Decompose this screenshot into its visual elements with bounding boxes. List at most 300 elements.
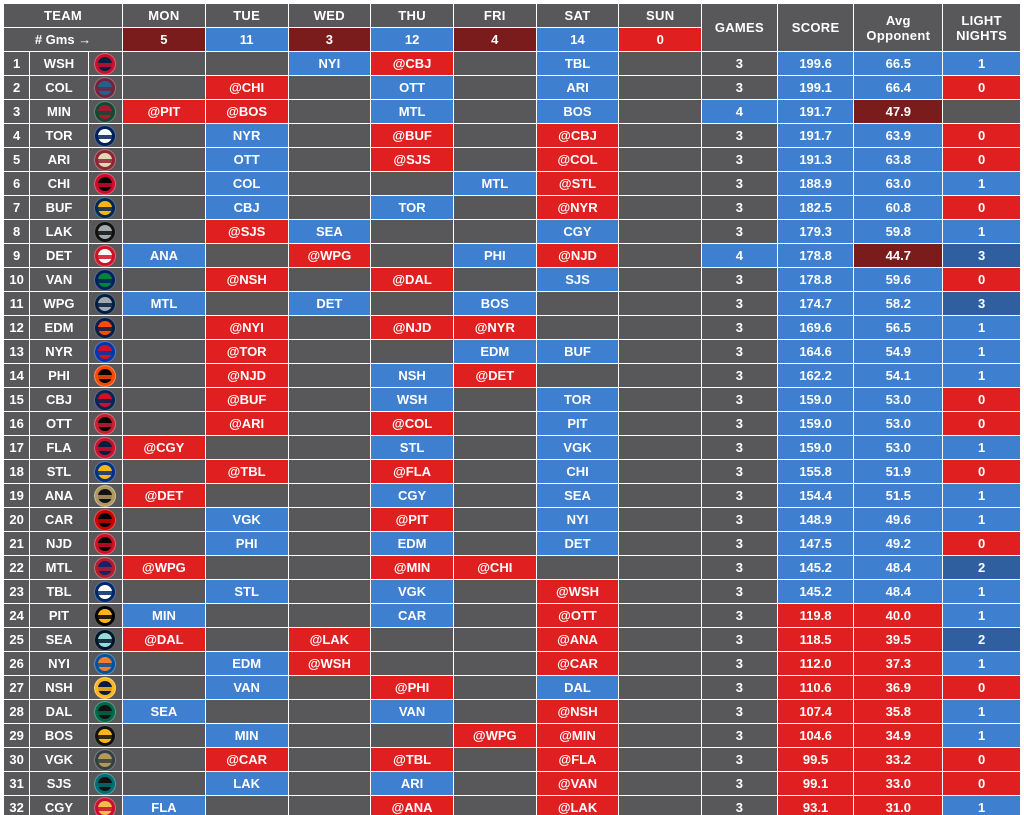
row-light-nights (943, 100, 1021, 124)
table-row (4, 100, 1021, 124)
schedule-cell: VGK (205, 508, 288, 532)
row-light-nights: 1 (943, 604, 1021, 628)
row-team-abbrev: LAK (30, 220, 89, 244)
row-team-abbrev: WSH (30, 52, 89, 76)
row-light-nights: 1 (943, 652, 1021, 676)
schedule-cell (288, 700, 371, 724)
table-row (4, 460, 1021, 484)
row-light-nights: 0 (943, 412, 1021, 436)
schedule-cell: TOR (371, 196, 454, 220)
schedule-cell (123, 388, 206, 412)
schedule-cell (453, 196, 536, 220)
row-rank: 29 (4, 724, 30, 748)
header-light-line1: LIGHT (961, 12, 1002, 28)
schedule-cell: NYR (205, 124, 288, 148)
schedule-cell: COL (205, 172, 288, 196)
schedule-cell (205, 52, 288, 76)
table-row (4, 796, 1021, 815)
row-light-nights: 0 (943, 772, 1021, 796)
schedule-cell (205, 244, 288, 268)
team-logo-icon (88, 148, 122, 172)
team-logo-icon (88, 172, 122, 196)
schedule-cell: @CGY (123, 436, 206, 460)
schedule-cell (619, 76, 702, 100)
row-games-count: 3 (702, 340, 778, 364)
row-team-abbrev: VAN (30, 268, 89, 292)
schedule-cell: @CBJ (371, 52, 454, 76)
schedule-cell (123, 124, 206, 148)
schedule-cell: @DET (123, 484, 206, 508)
row-rank: 13 (4, 340, 30, 364)
schedule-cell (619, 484, 702, 508)
schedule-cell: @LAK (288, 628, 371, 652)
row-light-nights: 0 (943, 148, 1021, 172)
row-rank: 31 (4, 772, 30, 796)
team-logo-icon (88, 244, 122, 268)
schedule-cell: @ANA (536, 628, 619, 652)
schedule-cell (371, 244, 454, 268)
schedule-cell (619, 556, 702, 580)
row-avg-opponent: 60.8 (854, 196, 943, 220)
row-avg-opponent: 47.9 (854, 100, 943, 124)
row-avg-opponent: 53.0 (854, 412, 943, 436)
schedule-cell (619, 532, 702, 556)
table-row (4, 316, 1021, 340)
schedule-cell (123, 172, 206, 196)
table-row (4, 556, 1021, 580)
schedule-cell (619, 124, 702, 148)
schedule-cell (288, 412, 371, 436)
schedule-cell (619, 796, 702, 815)
header-day-tue: TUE (205, 4, 288, 28)
schedule-cell (619, 772, 702, 796)
row-team-abbrev: ANA (30, 484, 89, 508)
schedule-cell (619, 316, 702, 340)
team-logo-icon (88, 268, 122, 292)
table-row (4, 676, 1021, 700)
table-row (4, 52, 1021, 76)
row-rank: 24 (4, 604, 30, 628)
team-logo-icon (88, 604, 122, 628)
schedule-cell: VGK (536, 436, 619, 460)
row-team-abbrev: NSH (30, 676, 89, 700)
schedule-cell (453, 628, 536, 652)
row-team-abbrev: CHI (30, 172, 89, 196)
row-games-count: 3 (702, 556, 778, 580)
games-count-tue: 11 (205, 28, 288, 52)
schedule-cell: @DET (453, 364, 536, 388)
schedule-cell (288, 340, 371, 364)
header-day-thu: THU (371, 4, 454, 28)
table-row (4, 508, 1021, 532)
schedule-cell (536, 556, 619, 580)
row-team-abbrev: NJD (30, 532, 89, 556)
row-light-nights: 1 (943, 340, 1021, 364)
schedule-cell (453, 436, 536, 460)
schedule-cell (205, 628, 288, 652)
schedule-cell: MTL (371, 100, 454, 124)
schedule-cell: @NYR (536, 196, 619, 220)
row-games-count: 3 (702, 364, 778, 388)
row-team-abbrev: DAL (30, 700, 89, 724)
row-score: 191.3 (777, 148, 854, 172)
table-row (4, 772, 1021, 796)
team-logo-icon (88, 484, 122, 508)
row-games-count: 3 (702, 508, 778, 532)
row-score: 191.7 (777, 124, 854, 148)
schedule-cell (619, 412, 702, 436)
row-rank: 14 (4, 364, 30, 388)
header-day-fri: FRI (453, 4, 536, 28)
row-team-abbrev: SJS (30, 772, 89, 796)
table-row (4, 700, 1021, 724)
schedule-cell (453, 508, 536, 532)
header-team: TEAM (4, 4, 123, 28)
row-team-abbrev: ARI (30, 148, 89, 172)
schedule-cell (123, 652, 206, 676)
row-avg-opponent: 66.4 (854, 76, 943, 100)
schedule-cell (288, 580, 371, 604)
row-rank: 2 (4, 76, 30, 100)
team-logo-icon (88, 796, 122, 815)
schedule-cell (619, 220, 702, 244)
row-light-nights: 2 (943, 628, 1021, 652)
row-score: 178.8 (777, 268, 854, 292)
row-light-nights: 0 (943, 748, 1021, 772)
table-row (4, 244, 1021, 268)
schedule-cell: DET (288, 292, 371, 316)
schedule-cell (288, 508, 371, 532)
row-score: 99.1 (777, 772, 854, 796)
schedule-cell: MIN (123, 604, 206, 628)
schedule-cell (123, 460, 206, 484)
row-games-count: 3 (702, 604, 778, 628)
row-light-nights: 1 (943, 484, 1021, 508)
row-avg-opponent: 51.5 (854, 484, 943, 508)
schedule-cell (619, 724, 702, 748)
row-games-count: 3 (702, 316, 778, 340)
schedule-cell (619, 652, 702, 676)
row-avg-opponent: 51.9 (854, 460, 943, 484)
row-avg-opponent: 39.5 (854, 628, 943, 652)
schedule-cell: @NYI (205, 316, 288, 340)
schedule-cell (453, 268, 536, 292)
row-rank: 8 (4, 220, 30, 244)
schedule-cell: @DAL (123, 628, 206, 652)
row-score: 188.9 (777, 172, 854, 196)
row-rank: 20 (4, 508, 30, 532)
row-avg-opponent: 53.0 (854, 436, 943, 460)
schedule-cell (288, 748, 371, 772)
schedule-cell (619, 52, 702, 76)
schedule-cell (288, 388, 371, 412)
schedule-cell: @CAR (536, 652, 619, 676)
team-logo-icon (88, 412, 122, 436)
row-light-nights: 1 (943, 580, 1021, 604)
schedule-cell (288, 316, 371, 340)
row-team-abbrev: TBL (30, 580, 89, 604)
team-logo-icon (88, 340, 122, 364)
row-score: 119.8 (777, 604, 854, 628)
row-games-count: 3 (702, 532, 778, 556)
row-light-nights: 0 (943, 388, 1021, 412)
row-score: 93.1 (777, 796, 854, 815)
schedule-cell (123, 76, 206, 100)
row-avg-opponent: 59.8 (854, 220, 943, 244)
schedule-cell (288, 724, 371, 748)
team-logo-icon (88, 724, 122, 748)
header-score: SCORE (777, 4, 854, 52)
schedule-cell: DAL (536, 676, 619, 700)
row-rank: 30 (4, 748, 30, 772)
row-games-count: 3 (702, 652, 778, 676)
schedule-cell (536, 316, 619, 340)
schedule-cell: @OTT (536, 604, 619, 628)
schedule-cell: @CBJ (536, 124, 619, 148)
schedule-cell: @TBL (371, 748, 454, 772)
schedule-cell: TBL (536, 52, 619, 76)
schedule-cell (288, 268, 371, 292)
schedule-cell: @CHI (205, 76, 288, 100)
table-row (4, 652, 1021, 676)
header-day-sat: SAT (536, 4, 619, 28)
schedule-cell (619, 148, 702, 172)
row-team-abbrev: STL (30, 460, 89, 484)
row-score: 145.2 (777, 556, 854, 580)
schedule-cell (123, 268, 206, 292)
schedule-cell: VAN (205, 676, 288, 700)
schedule-cell (123, 748, 206, 772)
table-row (4, 76, 1021, 100)
schedule-cell: SJS (536, 268, 619, 292)
team-logo-icon (88, 76, 122, 100)
schedule-cell (123, 52, 206, 76)
row-avg-opponent: 58.2 (854, 292, 943, 316)
row-rank: 9 (4, 244, 30, 268)
schedule-cell: SEA (288, 220, 371, 244)
table-row (4, 724, 1021, 748)
row-team-abbrev: VGK (30, 748, 89, 772)
schedule-cell (619, 460, 702, 484)
schedule-cell: @NJD (205, 364, 288, 388)
row-games-count: 3 (702, 748, 778, 772)
row-avg-opponent: 53.0 (854, 388, 943, 412)
row-avg-opponent: 40.0 (854, 604, 943, 628)
header-day-mon: MON (123, 4, 206, 28)
schedule-cell (123, 508, 206, 532)
row-avg-opponent: 34.9 (854, 724, 943, 748)
schedule-cell: @COL (371, 412, 454, 436)
row-games-count: 3 (702, 172, 778, 196)
row-score: 162.2 (777, 364, 854, 388)
schedule-cell (123, 148, 206, 172)
row-team-abbrev: BUF (30, 196, 89, 220)
row-rank: 5 (4, 148, 30, 172)
schedule-cell: BOS (453, 292, 536, 316)
schedule-cell: @NSH (205, 268, 288, 292)
row-team-abbrev: COL (30, 76, 89, 100)
header-avg-line1: Avg (885, 12, 911, 28)
schedule-cell: BOS (536, 100, 619, 124)
schedule-cell: EDM (453, 340, 536, 364)
header-games: GAMES (702, 4, 778, 52)
schedule-cell: @NJD (371, 316, 454, 340)
schedule-cell (123, 580, 206, 604)
table-row (4, 364, 1021, 388)
schedule-cell (619, 604, 702, 628)
row-avg-opponent: 37.3 (854, 652, 943, 676)
table-row (4, 484, 1021, 508)
schedule-cell: @TBL (205, 460, 288, 484)
schedule-cell (536, 364, 619, 388)
schedule-cell (619, 340, 702, 364)
row-light-nights: 0 (943, 460, 1021, 484)
schedule-cell (453, 700, 536, 724)
schedule-cell: STL (205, 580, 288, 604)
row-light-nights: 0 (943, 76, 1021, 100)
schedule-cell (288, 772, 371, 796)
row-games-count: 3 (702, 76, 778, 100)
team-logo-icon (88, 556, 122, 580)
schedule-cell (288, 556, 371, 580)
schedule-cell: @STL (536, 172, 619, 196)
schedule-cell: @ARI (205, 412, 288, 436)
row-score: 145.2 (777, 580, 854, 604)
schedule-cell (619, 700, 702, 724)
schedule-cell (123, 724, 206, 748)
header-row-days (4, 4, 1021, 28)
table-row (4, 340, 1021, 364)
schedule-cell (453, 580, 536, 604)
schedule-cell: @WPG (288, 244, 371, 268)
row-avg-opponent: 33.2 (854, 748, 943, 772)
team-logo-icon (88, 652, 122, 676)
row-games-count: 3 (702, 460, 778, 484)
header-day-sun: SUN (619, 4, 702, 28)
schedule-cell (619, 508, 702, 532)
schedule-cell: @CHI (453, 556, 536, 580)
row-team-abbrev: TOR (30, 124, 89, 148)
team-logo-icon (88, 364, 122, 388)
schedule-cell (123, 412, 206, 436)
schedule-cell (619, 364, 702, 388)
table-row (4, 148, 1021, 172)
schedule-cell (123, 220, 206, 244)
header-avg-line2: Opponent (866, 27, 931, 43)
row-games-count: 3 (702, 52, 778, 76)
row-avg-opponent: 63.0 (854, 172, 943, 196)
team-logo-icon (88, 460, 122, 484)
schedule-cell: @NJD (536, 244, 619, 268)
row-games-count: 3 (702, 148, 778, 172)
schedule-cell: @WPG (123, 556, 206, 580)
row-games-count: 3 (702, 580, 778, 604)
schedule-cell: MTL (453, 172, 536, 196)
row-avg-opponent: 36.9 (854, 676, 943, 700)
schedule-cell (453, 772, 536, 796)
schedule-cell: SEA (536, 484, 619, 508)
schedule-cell: @FLA (536, 748, 619, 772)
row-games-count: 3 (702, 436, 778, 460)
schedule-cell: ARI (371, 772, 454, 796)
schedule-cell (205, 436, 288, 460)
schedule-cell (536, 292, 619, 316)
row-rank: 27 (4, 676, 30, 700)
table-row (4, 532, 1021, 556)
row-score: 118.5 (777, 628, 854, 652)
row-games-count: 3 (702, 124, 778, 148)
schedule-cell: @TOR (205, 340, 288, 364)
team-logo-icon (88, 220, 122, 244)
schedule-cell (288, 76, 371, 100)
table-row (4, 412, 1021, 436)
row-team-abbrev: PHI (30, 364, 89, 388)
row-light-nights: 1 (943, 52, 1021, 76)
row-light-nights: 0 (943, 124, 1021, 148)
schedule-cell (619, 748, 702, 772)
schedule-cell (453, 484, 536, 508)
row-avg-opponent: 63.9 (854, 124, 943, 148)
row-rank: 26 (4, 652, 30, 676)
schedule-cell (205, 556, 288, 580)
schedule-cell: VGK (371, 580, 454, 604)
schedule-cell (205, 484, 288, 508)
row-games-count: 3 (702, 292, 778, 316)
schedule-cell: @PHI (371, 676, 454, 700)
schedule-cell (619, 268, 702, 292)
row-score: 159.0 (777, 412, 854, 436)
games-count-thu: 12 (371, 28, 454, 52)
row-games-count: 3 (702, 772, 778, 796)
team-logo-icon (88, 628, 122, 652)
schedule-cell (371, 724, 454, 748)
row-team-abbrev: PIT (30, 604, 89, 628)
row-team-abbrev: FLA (30, 436, 89, 460)
schedule-cell: @LAK (536, 796, 619, 815)
schedule-cell (123, 532, 206, 556)
schedule-cell: ANA (123, 244, 206, 268)
row-games-count: 3 (702, 628, 778, 652)
row-games-count: 3 (702, 220, 778, 244)
row-light-nights: 2 (943, 556, 1021, 580)
row-team-abbrev: CAR (30, 508, 89, 532)
row-avg-opponent: 63.8 (854, 148, 943, 172)
team-logo-icon (88, 700, 122, 724)
schedule-cell: @ANA (371, 796, 454, 815)
row-team-abbrev: OTT (30, 412, 89, 436)
row-team-abbrev: NYI (30, 652, 89, 676)
games-count-label: # Gms → (4, 28, 123, 52)
row-avg-opponent: 48.4 (854, 580, 943, 604)
table-row (4, 580, 1021, 604)
schedule-cell: @WSH (536, 580, 619, 604)
team-logo-icon (88, 52, 122, 76)
schedule-cell (619, 172, 702, 196)
row-games-count: 3 (702, 700, 778, 724)
row-rank: 7 (4, 196, 30, 220)
table-row (4, 292, 1021, 316)
row-rank: 4 (4, 124, 30, 148)
team-logo-icon (88, 124, 122, 148)
table-row (4, 604, 1021, 628)
row-rank: 23 (4, 580, 30, 604)
schedule-cell (123, 364, 206, 388)
row-light-nights: 0 (943, 268, 1021, 292)
row-score: 99.5 (777, 748, 854, 772)
row-avg-opponent: 54.9 (854, 340, 943, 364)
schedule-cell: @COL (536, 148, 619, 172)
schedule-cell (288, 196, 371, 220)
